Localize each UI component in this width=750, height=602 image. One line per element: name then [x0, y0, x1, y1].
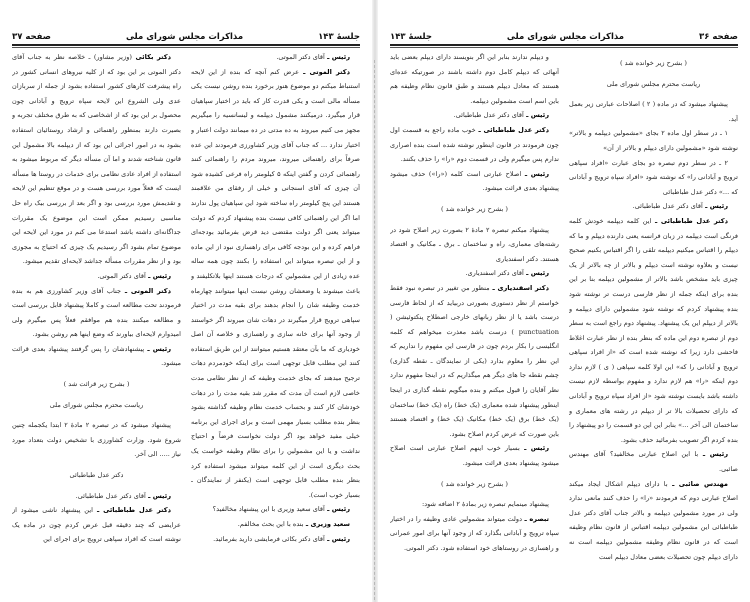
paragraph-text: این کلمه دیپلمه خودش کلمه فرنگی است دیپلمه در زبان فرانسه یعنی دارنده دیپلم و ما که دیپلم را اقتباس میکنیم دیپلمه تلقی را اگر اقتباس بکنیم صحیح نیست و بعلاوه نوشته است دیپلم و بالاتر از چه بالاتر از یک چیزی باید مشخص باشد بالاتر از مشمولین دیپلمه بنا بر این بنده برای اینکه جمله از نظر فارسی درست تر نوشته شود بنده پیشنهاد کردم که نوشته شود مشمولین دارای دیپلمه و بالاتر از دیپلم این یک پیشنهاد. پیشنهاد دوم راجع است به سطر دوم از تبصره دوم این ماده که بنظر بنده از نظر عبارت اغلاط فاحشی دارد زیرا که نوشته شده است که «از افراد سپاهی ترویج و آبادانی را که» این اولا کلمه سپاهی ( ی ) لازم ندارد دوم اینکه «را» هم لازم ندارد و مفهوم بواسطه لازم نیست داشته باشد بایست نوشته شود «از افراد سپاه ترویج و آبادانی که دارای تحصیلات بالا تر از دیپلم در رشته های معماری و ساختمان الی آخر ...» بنابر این این دو قسمت را دو پیشنهاد را بنده کردم اگر تصویب بفرمائید حذف بشود.: [569, 216, 738, 444]
paragraph-text: دولت میتواند مشمولین عادی وظیفه را در اختیار سپاه ترویج و آبادانی بگذارد که از وجود آنها برای امور عمرانی و راهسازی در روستاهای خود استفاده شود. دکتر الموتی.: [390, 514, 559, 552]
column-left: [390, 50, 559, 562]
paragraph: [390, 441, 559, 470]
speaker-name: دکتر الموتی ـ: [121, 286, 172, 295]
paragraph: [191, 532, 360, 547]
paragraph: [12, 269, 181, 284]
paragraph-text: پیشنهاد میشود که در تبصره ۲ مادهٔ ۲ ابتدا یکجمله چنین شروع شود. وزارت کشاورزی با تشخیص دولت بتعداد مورد نیاز ..... الی آخر.: [12, 421, 181, 459]
left-page-header: [12, 28, 360, 42]
paragraph-text: منظور من تغییر در تبصره نبود فقط خواستم از نظر دستوری بصورتی دربیاید که از لحاظ فارسی درست باشد یا از نظر زبانهای خارجی اصطلاح پنکتوئیشن ( punctuation ) درست باشد معذرت میخواهم که کلمه انگلیسی را بکار بردم چون در فارسی این مفهوم را نداریم که این نظر را معلوم بدارد (یکی از نمایندگان ـ نقطه گذاری) چشم نقطه جا های دیگر هم میگذاریم که در اینجا مفهوم ندارد نظر آقایان را قبول میکنم و بنده میگویم نقطه گذاری در اینجا اینطور پیشنهاد شده معماری (یک خط) راه (یک خط) ساختمان (یک خط) برق (یک خط) مکانیک (یک خط) و اقتصاد هستند باین صورت که عرض کردم اصلاح بشود.: [390, 283, 559, 438]
paragraph: [191, 502, 360, 517]
paragraph: [191, 517, 360, 532]
speaker-name: رئیس ـ: [324, 534, 350, 543]
paragraph: [191, 65, 360, 503]
paragraph-text: بنده با این بحث مخالفم.: [237, 520, 304, 528]
speaker-name: رئیس ـ: [523, 111, 549, 120]
speaker-name: رئیس ـ: [523, 269, 549, 278]
paragraph-text: عرض کنم آنچه که بنده از این لایحه استنباط میکنم دو موضوع هنوز برخورد بنده روشن نیست یکی مسأله مالی است و یکی قدرت کار که باید در اختیار سپاهیان قرار میگیرد. درمیکنند مشمول دیپلمه و لیسانسیه را میگیریم مجهز می کنیم میروند به ده مدتی در ده میمانند دولت اعتبار و اختیار ندارد ... که جناب آقای وزیر کشاورزی فرمودند این عده صرفاً برای راهنمائی میروند، میروند مردم را راهنمائی کنند راهنمائی کردن و گفتن اینکه ۵ کیلومتر راه فرعی کشیده شود آن چیزی که آقای اسنجانی و خیلی از رفقای من علاقمند هستند این پنج کیلومتر راه ساخته شود این سپاهیان پول ندارند اما اگر این راهنمائی کافی نیست بنده پیشنهاد کردم که دولت میتواند یعنی اگر دولت مقتضی دید قرض بفرمائید بودجه‌ای فراهم کرده و این بودجه کافی برای راهسازی نبود از این ماده و از این تبصره میتواند این استفاده را بکنند چون همه ساله عده زیادی از این مشمولین که درجات هستند اینها بلاتکلیفند و باعث میشوند یا وضعشان روشن نیست اینها میتوانند چهارماه خدمت وظیفه شان را انجام بدهند برای بقیه مدت در اختیار سپاهی ترویج قرار میگیرند در دهات شان میروند اگر خواستند از وجود آنها برای خانه سازی و راهسازی و خلاصه آن اصل خودیاری که ما بآن معتقد هستیم میتوانند از این طریق استفاده کنند این مطلب قابل توجهی است برای اینکه خودمردم دهات ترجیح میدهند که بجای خدمت وظیفه که از نظر نظامی مدت خاصی لازم است آن مدت که مقرر شد بقیه مدت را در دهات خودشان کار کنند و بحساب خدمت نظام وظیفه گذاشته بشود بنظر بنده مطلب بسیار مهمی است و برای اجرای این برنامه خیلی مفید خواهد بود اگر دولت نخواست فرضاً و احتیاج نداشت و یا این مشمولین را برای نظام وظیفه خواست یک بحث دیگری است از این کلمه میتواند میشود استفاده کرد بنظر بنده مطلب قابل توجهی است (یکنفر از نمایندگان ـ بسیار خوب است).: [191, 67, 360, 499]
paragraph: [569, 447, 738, 476]
centered-line: ( بشرح زیر خوانده شد ): [441, 479, 508, 488]
paragraph-text: جناب آقای وزیر کشاورزی هم به بنده فرمودند تحت مطالعه است و کاملا پیشنهاد قابل بررسی است و مطالعه میکنند بنده هم موافقم فعلاً پس میگیرم ولی امیدوارم لایحه‌ای بیاورند که وضع اینها هم روشن بشود.: [12, 286, 181, 339]
speaker-name: دکتر اسفندیاری ـ: [489, 283, 550, 292]
centered-line: ریاست محترم مجلس شورای ملی: [49, 400, 144, 409]
paragraph-text: آقای دکتر عدل طباطبائی.: [453, 111, 524, 120]
column-right: [569, 50, 738, 562]
paragraph-text: این پیشنهاد ناشی میشود از عرایضی که چند دقیقه قبل عرض کردم چون در ماده یک نوشته است که افراد سپاهی ترویج برای اجرای این: [12, 506, 181, 544]
right-page-columns: [390, 50, 738, 562]
paragraph: [569, 156, 738, 200]
paragraph: [12, 50, 181, 269]
right-page: [378, 0, 750, 602]
paragraph-text: آقای دکتر عدل طباطبائی.: [632, 202, 703, 211]
speaker-name: تبصره ـ: [522, 514, 549, 523]
speaker-name: دکتر بکائی: [131, 53, 171, 61]
paragraph: [569, 126, 738, 155]
column-left: [12, 50, 181, 562]
centered-line: ریاست محترم مجلس شورای ملی: [606, 79, 701, 88]
speaker-name: رئیس ـ: [144, 344, 171, 353]
paragraph-text: پیشنهاد میکنم تبصره ۲ مادهٔ ۲ بصورت زیر اصلاح شود در رشته‌های معماری، راه و ساختمان ـ برق ـ مکانیک و اقتصاد هستند. دکتر اسفندیاری: [390, 225, 559, 263]
centered-line: دکتر عدل طباطبائی: [69, 471, 124, 480]
paragraph-text: پیشنهاد مینمایم تبصره زیر بمادهٔ ۲ اضافه شود:: [421, 500, 549, 509]
paragraph-text: خوب ماده راجع به قسمت اول چون فرمودند در قانون اینطور نوشته شده است بنده اصراری ندارم پس میگیرم ولی در قسمت دوم «را» را حذف بکنند.: [390, 125, 559, 164]
speaker-name: سعید وزیری ـ: [303, 520, 350, 528]
header-rule: [390, 44, 738, 46]
paragraph: [12, 503, 181, 547]
centered-line: ( بشرح زیر خوانده شد ): [441, 204, 508, 213]
paragraph: [12, 342, 181, 371]
speaker-name: دکتر الموتی ـ: [299, 67, 350, 76]
paragraph: [390, 223, 559, 267]
paragraph-text: آقای دکتر الموتی.: [97, 271, 146, 280]
paragraph: [569, 199, 738, 214]
paragraph: [390, 123, 559, 167]
right-page-header: [390, 28, 738, 42]
paragraph-text: آقای دکتر الموتی.: [276, 53, 325, 61]
paragraph-text: (وزیر مشاور) ـ خلاصه نظر به جناب آقای دکتر الموتی بر این بود که از کلیه نیروهای انسانی کشور در راه پیشرفت کارهای کشور استفاده بشود از جمله از سربازان عدی ولی الشروع این لایحه سپاه ترویج و آبادانی چون محصول بر این بود که از اشخاصی که به طرق مختلف تجربه و بصیرت دارند بمنظور راهنمائی و ارشاد روستائیان استفاده بشود به در امور اجرائی این بود که از دیپلمه بالا مشمول این قانون شناخته شدند و اما آن مسأله دیگر که مربوط میشود به استفاده از افراد عادی نظامی برای خدمات در روستا ها مسأله ایست که فعلاً مورد بررسی هست و در موقع تنظیم این لایحه و تقدیمش مورد بررسی بود و اگر بعد از بررسی بیک راه حل مناسبی رسیدیم ممکن است این موضوع یک مقررات جداگانه‌ای داشته باشد استدعا می کنم در مورد این لایحه این موضوع تمام بشود اگر رسیدیم یک چیزی که احتیاج به مجوزی بود و از نظر مقررات مسأله جداشد لایحه‌ای تقدیم میشود.: [12, 53, 181, 266]
paragraph: [390, 497, 559, 512]
paragraph: [390, 50, 559, 108]
paragraph-text: آقای دکتر بکائی فرمایشی دارید بفرمائید.: [213, 534, 325, 543]
paragraph: [12, 284, 181, 342]
speaker-name: دکتر عدل طباطبائی ـ: [475, 125, 549, 134]
paragraph: [390, 108, 559, 123]
paragraph: [12, 489, 181, 504]
speaker-name: رئیس ـ: [145, 271, 171, 280]
speaker-name: رئیس ـ: [324, 505, 350, 514]
paragraph-text: ۲ ـ در سطر دوم تبصره دو بجای عبارت «افراد سپاهی ترویج و آبادانی را» که نوشته شود «افراد سپاه ترویج و آبادانی که ...» دکتر عدل طباطبائی: [569, 158, 738, 196]
speaker-name: دکتر عدل طباطبائی ـ: [93, 506, 171, 515]
paragraph-text: آقای سعید وزیری با این پیشنهاد مخالفید؟: [212, 505, 325, 514]
running-title: مذاکرات مجلس شورای ملی: [506, 32, 625, 42]
session-number: جلسهٔ ۱۴۳: [390, 32, 432, 42]
paragraph: [390, 167, 559, 196]
centered-line: ( بشرح زیر قرائت شد ): [63, 380, 130, 389]
speaker-name: رئیس ـ: [145, 491, 171, 500]
speaker-name: مهندس صائبی ـ: [667, 479, 728, 488]
column-right: [191, 50, 360, 562]
speaker-name: رئیس ـ: [698, 450, 728, 459]
paragraph: [390, 266, 559, 281]
paragraph-text: پیشنهادشان را پس گرفتند پیشنهاد بعدی قرائت میشود.: [12, 344, 181, 368]
page-number: صفحه ۳۶: [699, 32, 738, 42]
paragraph: [191, 50, 360, 65]
header-rule: [12, 44, 360, 46]
session-number: جلسهٔ ۱۴۳: [318, 32, 360, 42]
paragraph: [569, 477, 738, 562]
paragraph-text: و دیپلم ندارند بنابر این اگر بنویسند دارای دیپلم بعضی باید آنهائی که دیپلم کامل دوم داشته باشند در صورتیکه عده‌ای هستند که معادل دیپلم هستند و طبق قانون نظام وظیفه هم باین اسم است مشمولین دیپلمه.: [390, 53, 559, 105]
speaker-name: دکتر عدل طباطبائی ـ: [651, 216, 728, 225]
centered-line: ( بشرح زیر خوانده شد ): [620, 59, 687, 67]
paragraph-text: با این اصلاح عبارتی مخالفید؟ آقای مهندس صائبی.: [569, 450, 738, 474]
gutter-line: [374, 60, 376, 600]
left-page: [0, 0, 372, 602]
speaker-name: رئیس ـ: [521, 169, 549, 178]
paragraph-text: با دارای دیپلم اشکال ایجاد میکند اصلاح عبارتی دوم که فرمودند «را» را حذف کنند مانعی ندارد ولی در مورد مشمولین دیپلمه و بالاتر جناب آقای دکتر عدل طباطبائی این مشمولین دیپلمه اقتباس از قانون نظام وظیفه است که در قانون نظام وظیفه مشمولین دیپلمه است نه دارای دیپلم چون تحصیلات بعضی معادل دیپلم است: [569, 479, 738, 561]
paragraph: [12, 418, 181, 462]
paragraph-text: آقای دکتر عدل طباطبائی.: [75, 491, 146, 500]
paragraph-text: بسیار خوب اینهم اصلاح عبارتی است اصلاح میشود پیشنهاد بعدی قرائت میشود.: [390, 444, 559, 468]
paragraph-text: ۱ ـ در سطر اول ماده ۲ بجای «مشمولین دیپلمه و بالاتر» نوشته شود «مشمولین دارای دیپلم و بالاتر از آن»: [569, 129, 738, 152]
paragraph-text: آقای دکتر اسفندیاری.: [465, 269, 524, 278]
paragraph: [569, 214, 738, 448]
speaker-name: رئیس ـ: [702, 202, 728, 211]
paragraph: [390, 512, 559, 556]
page-number: صفحه ۳۷: [12, 32, 51, 42]
running-title: مذاکرات مجلس شورای ملی: [125, 32, 244, 42]
paragraph: [390, 281, 559, 442]
speaker-name: رئیس ـ: [519, 444, 549, 453]
paragraph-text: اصلاح عبارتی است کلمه («را») حذف میشود پیشنهاد بعدی قرائت میشود.: [390, 169, 559, 193]
paragraph: [569, 97, 738, 126]
left-page-columns: [12, 50, 360, 562]
speaker-name: رئیس ـ: [324, 53, 350, 61]
paragraph-text: پیشنهاد میشود که در ماده ( ۲ ) اصلاحات عبارتی زیر بعمل آید.: [569, 100, 738, 123]
